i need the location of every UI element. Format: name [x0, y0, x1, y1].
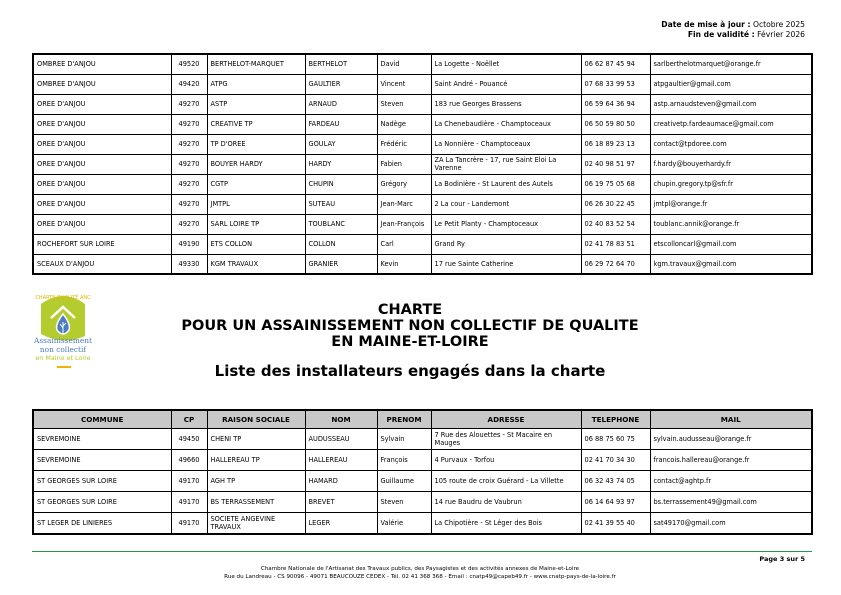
commune-cell: OREE D'ANJOU: [33, 214, 171, 234]
telephone-cell: 02 40 83 52 54: [581, 214, 650, 234]
adresse-cell: La Chipotière - St Léger des Bois: [431, 513, 581, 535]
update-date: Date de mise à jour : Octobre 2025: [661, 20, 805, 29]
nom-cell: BERTHELOT: [305, 54, 377, 74]
nom-cell: HARDY: [305, 154, 377, 174]
mail-cell: atpgaultier@gmail.com: [650, 74, 812, 94]
prenom-cell: Grégory: [377, 174, 431, 194]
mail-cell: jmtpl@orange.fr: [650, 194, 812, 214]
title-line-2: POUR UN ASSAINISSEMENT NON COLLECTIF DE QUALITE: [181, 318, 639, 334]
commune-cell: ROCHEFORT SUR LOIRE: [33, 234, 171, 254]
mail-cell: astp.arnaudsteven@gmail.com: [650, 94, 812, 114]
installers-table-continued: [32, 53, 813, 275]
adresse-cell: 183 rue Georges Brassens: [431, 94, 581, 114]
telephone-cell: 06 26 30 22 45: [581, 194, 650, 214]
nom-cell: HAMARD: [305, 471, 377, 492]
commune-cell: ST LEGER DE LINIERES: [33, 513, 171, 535]
adresse-cell: 7 Rue des Alouettes - St Macaire en Mauges: [431, 429, 581, 450]
column-header-cp: CP: [171, 410, 207, 429]
nom-cell: SUTEAU: [305, 194, 377, 214]
raison-sociale-cell: CHENI TP: [207, 429, 305, 450]
telephone-cell: 06 14 64 93 97: [581, 492, 650, 513]
cp-cell: 49520: [171, 54, 207, 74]
commune-cell: OREE D'ANJOU: [33, 174, 171, 194]
page-number: Page 3 sur 5: [759, 555, 805, 563]
commune-cell: OREE D'ANJOU: [33, 194, 171, 214]
raison-sociale-cell: BOUYER HARDY: [207, 154, 305, 174]
commune-cell: ST GEORGES SUR LOIRE: [33, 471, 171, 492]
prenom-cell: Frédéric: [377, 134, 431, 154]
table-row: [33, 513, 812, 535]
mail-cell: sylvain.audusseau@orange.fr: [650, 429, 812, 450]
adresse-cell: 17 rue Sainte Catherine: [431, 254, 581, 274]
raison-sociale-cell: ETS COLLON: [207, 234, 305, 254]
nom-cell: COLLON: [305, 234, 377, 254]
cp-cell: 49450: [171, 429, 207, 450]
raison-sociale-cell: SOCIETE ANGEVINE TRAVAUX: [207, 513, 305, 535]
raison-sociale-cell: AGH TP: [207, 471, 305, 492]
prenom-cell: Carl: [377, 234, 431, 254]
commune-cell: OREE D'ANJOU: [33, 114, 171, 134]
mail-cell: creativetp.fardeaumace@gmail.com: [650, 114, 812, 134]
column-header-nom: NOM: [305, 410, 377, 429]
mail-cell: contact@tpdoree.com: [650, 134, 812, 154]
column-header-prenom: PRENOM: [377, 410, 431, 429]
column-header-commune: COMMUNE: [33, 410, 171, 429]
column-header-mail: MAIL: [650, 410, 812, 429]
telephone-cell: 06 29 72 64 70: [581, 254, 650, 274]
nom-cell: GRANIER: [305, 254, 377, 274]
header-dates: [661, 20, 805, 40]
cp-cell: 49660: [171, 450, 207, 471]
column-header-raison-sociale: RAISON SOCIALE: [207, 410, 305, 429]
footer-divider: [32, 551, 812, 552]
adresse-cell: ZA La Tancrère - 17, rue Saint Eloi La Varenne: [431, 154, 581, 174]
prenom-cell: François: [377, 450, 431, 471]
adresse-cell: Grand Ry: [431, 234, 581, 254]
logo-line-2: non collectif: [39, 345, 87, 354]
nom-cell: HALLEREAU: [305, 450, 377, 471]
prenom-cell: Steven: [377, 492, 431, 513]
commune-cell: OREE D'ANJOU: [33, 134, 171, 154]
nom-cell: BREVET: [305, 492, 377, 513]
logo-underline: [57, 366, 71, 368]
adresse-cell: Le Petit Planty - Champtoceaux: [431, 214, 581, 234]
commune-cell: OREE D'ANJOU: [33, 94, 171, 114]
prenom-cell: Jean-Marc: [377, 194, 431, 214]
mail-cell: f.hardy@bouyerhardy.fr: [650, 154, 812, 174]
nom-cell: ARNAUD: [305, 94, 377, 114]
nom-cell: CHUPIN: [305, 174, 377, 194]
table-row: [33, 174, 812, 194]
raison-sociale-cell: BS TERRASSEMENT: [207, 492, 305, 513]
table-row: [33, 114, 812, 134]
mail-cell: toublanc.annik@orange.fr: [650, 214, 812, 234]
commune-cell: SEVREMOINE: [33, 429, 171, 450]
logo-line-1: Assainissement: [34, 336, 92, 345]
cp-cell: 49270: [171, 214, 207, 234]
telephone-cell: 07 68 33 99 53: [581, 74, 650, 94]
cp-cell: 49170: [171, 471, 207, 492]
table-row: [33, 429, 812, 450]
telephone-cell: 06 59 64 36 94: [581, 94, 650, 114]
commune-cell: OREE D'ANJOU: [33, 154, 171, 174]
table-row: [33, 94, 812, 114]
prenom-cell: Kevin: [377, 254, 431, 274]
nom-cell: TOUBLANC: [305, 214, 377, 234]
prenom-cell: David: [377, 54, 431, 74]
telephone-cell: 02 41 39 55 40: [581, 513, 650, 535]
charte-qualite-anc-logo: [33, 290, 93, 372]
prenom-cell: Jean-François: [377, 214, 431, 234]
cp-cell: 49270: [171, 174, 207, 194]
nom-cell: LEGER: [305, 513, 377, 535]
adresse-cell: La Chenebaudière - Champtoceaux: [431, 114, 581, 134]
raison-sociale-cell: ASTP: [207, 94, 305, 114]
adresse-cell: La Nonnière - Champtoceaux: [431, 134, 581, 154]
adresse-cell: 14 rue Baudru de Vaubrun: [431, 492, 581, 513]
raison-sociale-cell: BERTHELOT-MARQUET: [207, 54, 305, 74]
column-header-adresse: ADRESSE: [431, 410, 581, 429]
footer-line-2: Rue du Landreau - CS 90096 - 49071 BEAUCOUZE CEDEX - Tél. 02 41 368 368 - Email : cnatp49@capeb49.fr - www.cnatp-pays-de-la-loire.fr: [224, 574, 616, 580]
table-row: [33, 134, 812, 154]
table-row: [33, 154, 812, 174]
table-row: [33, 450, 812, 471]
telephone-cell: 06 19 75 05 68: [581, 174, 650, 194]
prenom-cell: Sylvain: [377, 429, 431, 450]
raison-sociale-cell: SARL LOIRE TP: [207, 214, 305, 234]
table-row: [33, 471, 812, 492]
commune-cell: OMBREE D'ANJOU: [33, 54, 171, 74]
raison-sociale-cell: TP D'OREE: [207, 134, 305, 154]
prenom-cell: Vincent: [377, 74, 431, 94]
cp-cell: 49270: [171, 194, 207, 214]
table-row: [33, 194, 812, 214]
table-row: [33, 214, 812, 234]
document-title: [180, 302, 640, 380]
mail-cell: bs.terrassement49@gmail.com: [650, 492, 812, 513]
footer-line-1: Chambre Nationale de l'Artisanat des Travaux publics, des Paysagistes et des activités annexes de Maine-et-Loire: [260, 566, 580, 572]
mail-cell: chupin.gregory.tp@sfr.fr: [650, 174, 812, 194]
title-line-1: CHARTE: [377, 302, 443, 318]
table-row: [33, 74, 812, 94]
nom-cell: AUDUSSEAU: [305, 429, 377, 450]
column-header-telephone: TELEPHONE: [581, 410, 650, 429]
prenom-cell: Fabien: [377, 154, 431, 174]
installers-table: [32, 409, 813, 535]
cp-cell: 49190: [171, 234, 207, 254]
cp-cell: 49420: [171, 74, 207, 94]
nom-cell: FARDEAU: [305, 114, 377, 134]
table-header-row: [33, 410, 812, 429]
cp-cell: 49170: [171, 492, 207, 513]
adresse-cell: 2 La cour - Landemont: [431, 194, 581, 214]
commune-cell: SEVREMOINE: [33, 450, 171, 471]
raison-sociale-cell: CREATIVE TP: [207, 114, 305, 134]
telephone-cell: 06 18 89 23 13: [581, 134, 650, 154]
commune-cell: OMBREE D'ANJOU: [33, 74, 171, 94]
adresse-cell: 4 Purvaux - Torfou: [431, 450, 581, 471]
telephone-cell: 06 88 75 60 75: [581, 429, 650, 450]
adresse-cell: La Bodinière - St Laurent des Autels: [431, 174, 581, 194]
commune-cell: ST GEORGES SUR LOIRE: [33, 492, 171, 513]
mail-cell: sarlberthelotmarquet@orange.fr: [650, 54, 812, 74]
cp-cell: 49330: [171, 254, 207, 274]
mail-cell: francois.hallereau@orange.fr: [650, 450, 812, 471]
adresse-cell: Saint André - Pouancé: [431, 74, 581, 94]
telephone-cell: 06 50 59 80 50: [581, 114, 650, 134]
nom-cell: GAULTIER: [305, 74, 377, 94]
prenom-cell: Nadège: [377, 114, 431, 134]
cp-cell: 49270: [171, 114, 207, 134]
prenom-cell: Steven: [377, 94, 431, 114]
raison-sociale-cell: HALLEREAU TP: [207, 450, 305, 471]
raison-sociale-cell: ATPG: [207, 74, 305, 94]
telephone-cell: 02 40 98 51 97: [581, 154, 650, 174]
title-subtitle: Liste des installateurs engagés dans la charte: [214, 362, 606, 380]
raison-sociale-cell: KGM TRAVAUX: [207, 254, 305, 274]
mail-cell: sat49170@gmail.com: [650, 513, 812, 535]
nom-cell: GOULAY: [305, 134, 377, 154]
prenom-cell: Guillaume: [377, 471, 431, 492]
prenom-cell: Valérie: [377, 513, 431, 535]
cp-cell: 49270: [171, 154, 207, 174]
validity-date: Fin de validité : Février 2026: [687, 30, 805, 39]
title-line-3: EN MAINE-ET-LOIRE: [331, 334, 489, 350]
raison-sociale-cell: CGTP: [207, 174, 305, 194]
svg-text:CHARTE QUALITÉ ANC: CHARTE QUALITÉ ANC: [35, 295, 91, 301]
mail-cell: etscolloncarl@gmail.com: [650, 234, 812, 254]
telephone-cell: 06 62 87 45 94: [581, 54, 650, 74]
raison-sociale-cell: JMTPL: [207, 194, 305, 214]
table-row: [33, 54, 812, 74]
commune-cell: SCEAUX D'ANJOU: [33, 254, 171, 274]
cp-cell: 49270: [171, 94, 207, 114]
adresse-cell: La Logette - Noëllet: [431, 54, 581, 74]
logo-line-3: en Maine et Loire: [35, 354, 91, 362]
table-row: [33, 492, 812, 513]
table-row: [33, 254, 812, 274]
footer-address: [120, 565, 720, 581]
table-row: [33, 234, 812, 254]
adresse-cell: 105 route de croix Guérard - La Villette: [431, 471, 581, 492]
telephone-cell: 06 32 43 74 05: [581, 471, 650, 492]
mail-cell: contact@aghtp.fr: [650, 471, 812, 492]
telephone-cell: 02 41 78 83 51: [581, 234, 650, 254]
mail-cell: kgm.travaux@gmail.com: [650, 254, 812, 274]
telephone-cell: 02 41 70 34 30: [581, 450, 650, 471]
cp-cell: 49170: [171, 513, 207, 535]
cp-cell: 49270: [171, 134, 207, 154]
